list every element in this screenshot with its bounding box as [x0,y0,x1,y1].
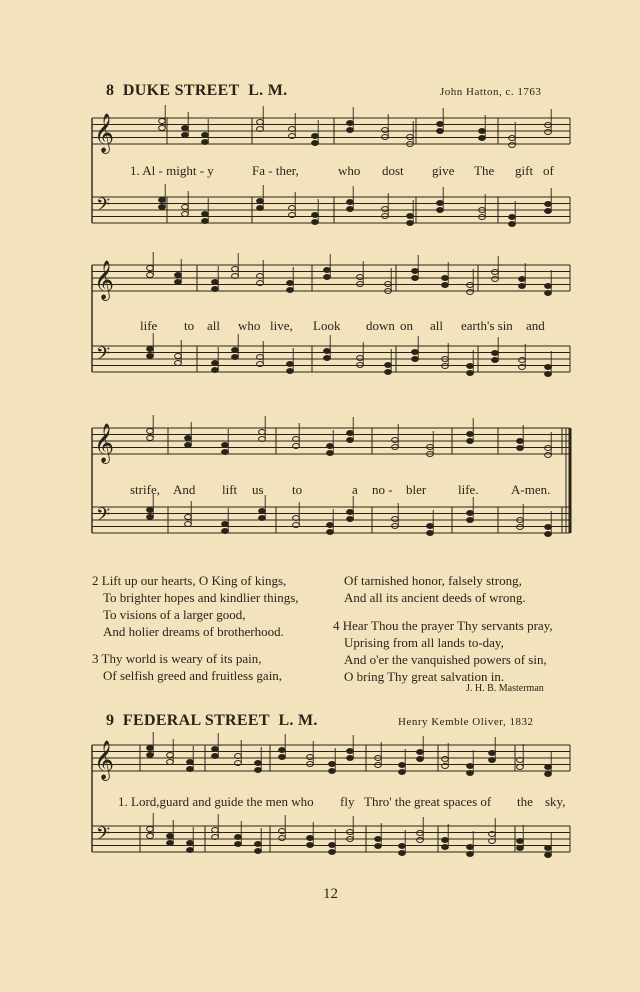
lyric-word: Look [313,318,341,333]
note-head [399,763,406,768]
note-head [147,515,154,520]
note-head [417,838,424,843]
note-head [175,354,182,359]
note-head [545,846,552,851]
note-head [324,349,331,354]
note-head [437,201,444,206]
note-head [147,266,154,271]
note-head [442,845,449,850]
note-head [312,141,319,146]
note-head [545,209,552,214]
note-head [545,772,552,777]
note-head [417,750,424,755]
lyric-word: dost [382,163,404,178]
treble-clef-icon: 𝄞 [94,113,115,153]
note-head [412,276,419,281]
hymn-meter: L. M. [278,712,318,729]
note-head [222,522,229,527]
hymn-title: DUKE STREET [122,82,240,99]
note-head [147,753,154,758]
note-head [279,748,286,753]
note-head [185,436,192,441]
lyric-word: Fa - ther, [252,163,299,178]
note-head [212,828,219,833]
lyric-word: The [474,163,495,178]
lyric-word: lift [222,482,238,497]
stanza-3-continued [344,572,526,606]
note-head [399,770,406,775]
note-head [412,269,419,274]
note-head [279,755,286,760]
note-head [519,358,526,363]
note-head [147,827,154,832]
note-head [187,760,194,765]
note-head [517,439,524,444]
note-head [312,220,319,225]
note-head [347,200,354,205]
note-head [147,354,154,359]
note-head [489,751,496,756]
note-head [545,453,552,458]
note-head [489,758,496,763]
treble-clef-icon: 𝄞 [94,740,115,780]
stanza-line: To visions of a larger good, [103,607,246,622]
note-head [385,370,392,375]
note-head [375,837,382,842]
stanza-line: And all its ancient deeds of wrong. [344,590,526,605]
note-head [167,760,174,765]
note-head [324,275,331,280]
bass-clef-icon: 𝄢 [96,505,111,530]
note-head [545,532,552,537]
note-head [255,761,262,766]
note-head [185,522,192,527]
note-head [545,765,552,770]
note-head [347,510,354,515]
note-head [212,280,219,285]
note-head [442,276,449,281]
hymn-number: 9 [106,712,115,729]
note-head [467,845,474,850]
note-head [442,757,449,762]
note-head [437,122,444,127]
note-head [287,362,294,367]
note-head [417,757,424,762]
lyric-word: Thro' the great spaces of [364,794,492,809]
note-head [492,351,499,356]
note-head [407,221,414,226]
note-head [232,267,239,272]
note-head [307,836,314,841]
note-head [347,517,354,522]
note-head [287,369,294,374]
lyric-word: on [400,318,413,333]
note-head [442,838,449,843]
bass-clef-icon: 𝄢 [96,824,111,849]
stanza-line: 4 Hear Thou the prayer Thy servants pray, [333,618,553,633]
composer-credit: Henry Kemble Oliver, 1832 [398,716,534,728]
stanza-line: To brighter hopes and kindlier things, [103,590,299,605]
note-head [407,214,414,219]
stanza-line: 3 Thy world is weary of its pain, [92,651,262,666]
note-head [357,275,364,280]
note-head [187,848,194,853]
note-head [212,368,219,373]
hymn-title: FEDERAL STREET [122,712,270,729]
note-head [437,129,444,134]
lyric-word: live, [270,318,293,333]
note-head [467,290,474,295]
note-head [545,130,552,135]
note-head [182,205,189,210]
note-head [324,268,331,273]
lyric-word: 1. Lord,guard and guide the men who [118,794,314,809]
note-head [147,429,154,434]
note-head [467,852,474,857]
note-head [202,140,209,145]
lyric-word: give [432,163,455,178]
note-head [159,126,166,131]
note-head [232,355,239,360]
note-head [545,365,552,370]
note-head [467,511,474,516]
note-head [259,430,266,435]
note-head [329,762,336,767]
note-head [175,273,182,278]
lyric-word: And [173,482,196,497]
note-head [212,287,219,292]
note-head [442,283,449,288]
lyric-word: earth's sin [461,318,513,333]
note-head [427,531,434,536]
bass-clef-icon: 𝄢 [96,344,111,369]
page-number: 12 [323,886,338,902]
stanza-line: Of selfish greed and fruitless gain, [103,668,283,683]
lyric-word: to [292,482,303,497]
note-head [222,450,229,455]
hymn-9-header [106,712,318,730]
note-head [467,371,474,376]
lyric-word: sky, [545,794,566,809]
hymn-meter: L. M. [248,82,288,99]
note-head [167,834,174,839]
lyric-word: no - [372,482,393,497]
note-head [329,769,336,774]
note-head [467,439,474,444]
note-head [467,771,474,776]
note-head [492,358,499,363]
note-head [329,850,336,855]
note-head [147,508,154,513]
note-head [185,515,192,520]
note-head [279,836,286,841]
note-head [545,525,552,530]
note-head [182,133,189,138]
note-head [202,219,209,224]
note-head [467,518,474,523]
note-head [182,212,189,217]
note-head [509,215,516,220]
note-head [327,444,334,449]
note-head [187,841,194,846]
note-head [519,284,526,289]
note-head [327,523,334,528]
note-head [257,206,264,211]
note-head [545,372,552,377]
lyric-word: of [543,163,554,178]
note-head [255,768,262,773]
stanza-line: Uprising from all lands to-day, [344,635,504,650]
note-head [159,119,166,124]
note-head [185,443,192,448]
lyric-word: to [184,318,195,333]
note-head [467,364,474,369]
lyric-word: all [207,318,220,333]
note-head [312,213,319,218]
note-head [257,120,264,125]
lyric-word: life. [458,482,479,497]
composer-credit: John Hatton, c. 1763 [440,86,542,98]
note-head [212,754,219,759]
stanza-4 [333,617,553,685]
note-head [509,222,516,227]
lyric-word: life [140,318,158,333]
treble-clef-icon: 𝄞 [94,423,115,463]
note-head [147,746,154,751]
note-head [259,509,266,514]
note-head [517,846,524,851]
note-head [167,841,174,846]
note-head [187,767,194,772]
note-head [467,764,474,769]
note-head [159,205,166,210]
note-head [437,208,444,213]
text-author: J. H. B. Masterman [466,683,544,694]
lyric-word: A-men. [511,482,551,497]
note-head [222,529,229,534]
note-head [147,273,154,278]
note-head [329,843,336,848]
note-head [375,844,382,849]
stanza-line: O bring Thy great salvation in. [344,669,505,684]
note-head [399,844,406,849]
note-head [545,853,552,858]
note-head [287,288,294,293]
lyric-word: who [338,163,361,178]
lyric-word: gift [515,163,534,178]
note-head [232,348,239,353]
lyric-word: the [517,794,533,809]
note-head [327,451,334,456]
note-head [545,284,552,289]
note-head [357,356,364,361]
note-head [347,749,354,754]
note-head [147,834,154,839]
note-head [257,199,264,204]
note-head [167,753,174,758]
note-head [235,842,242,847]
lyric-word: a [352,482,358,497]
lyric-word: all [430,318,443,333]
note-head [427,524,434,529]
lyric-word: down [366,318,395,333]
note-head [327,530,334,535]
note-head [202,133,209,138]
lyric-word: us [252,482,264,497]
note-head [385,363,392,368]
note-head [347,431,354,436]
lyric-word: and [526,318,545,333]
treble-clef-icon: 𝄞 [94,260,115,300]
note-head [412,350,419,355]
note-head [392,517,399,522]
note-head [159,198,166,203]
note-head [392,438,399,443]
note-head [175,361,182,366]
hymn-number: 8 [106,82,115,99]
note-head [412,357,419,362]
note-head [382,128,389,133]
lyric-word: strife, [130,482,160,497]
stanza-line: 2 Lift up our hearts, O King of kings, [92,573,287,588]
note-head [287,281,294,286]
note-head [202,212,209,217]
stanza-3 [92,650,282,684]
note-head [235,835,242,840]
stanza-line: And holier dreams of brotherhood. [103,624,284,639]
note-head [545,291,552,296]
bass-clef-icon: 𝄢 [96,195,111,220]
lyric-word: 1. Al - might - y [130,163,214,178]
note-head [467,432,474,437]
stanza-2 [92,572,299,640]
note-head [175,280,182,285]
note-head [307,843,314,848]
note-head [212,747,219,752]
lyric-word: bler [406,482,427,497]
stanza-line: And o'er the vanquished powers of sin, [344,652,547,667]
note-head [517,765,524,770]
note-head [312,134,319,139]
note-head [492,277,499,282]
note-head [479,129,486,134]
note-head [147,436,154,441]
note-head [212,361,219,366]
lyric-word: fly [340,794,355,809]
note-head [347,756,354,761]
note-head [222,443,229,448]
note-head [479,136,486,141]
note-head [347,128,354,133]
note-head [399,851,406,856]
note-head [259,516,266,521]
note-head [347,207,354,212]
note-head [519,277,526,282]
note-head [147,347,154,352]
note-head [255,849,262,854]
note-head [182,126,189,131]
note-head [382,207,389,212]
note-head [509,143,516,148]
note-head [545,202,552,207]
note-head [517,446,524,451]
note-head [255,842,262,847]
note-head [307,755,314,760]
note-head [347,438,354,443]
hymn-8-header [106,82,287,100]
stanza-line: Of tarnished honor, falsely strong, [344,573,522,588]
lyric-word: who [238,318,261,333]
note-head [324,356,331,361]
note-head [347,121,354,126]
note-head [517,839,524,844]
